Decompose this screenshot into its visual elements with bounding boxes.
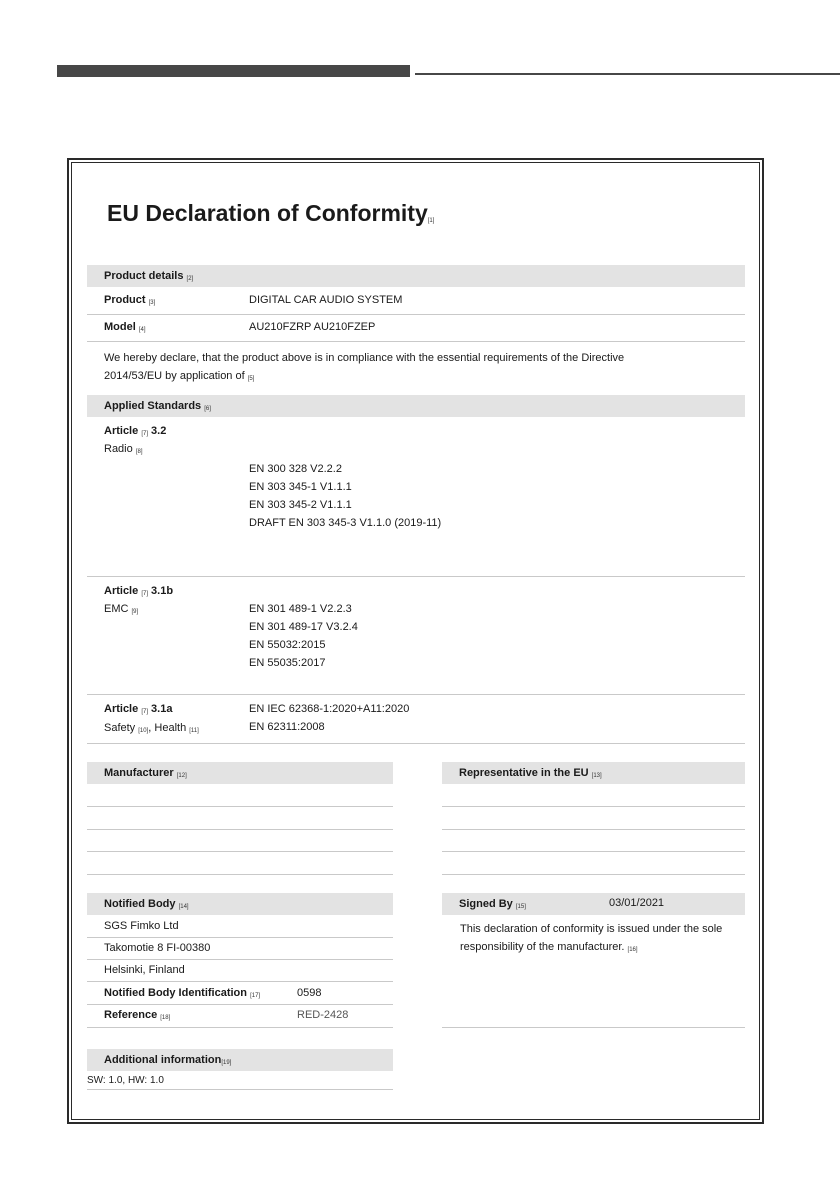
reference-label: Reference [18] [104, 1009, 171, 1021]
signed-statement [460, 920, 745, 958]
model-value: AU210FZRP AU210FZEP [249, 321, 376, 333]
divider [87, 341, 745, 342]
notified-body-heading: Notified Body [14] [104, 898, 189, 910]
header-thin-rule [415, 73, 840, 75]
article-3-2-category: Radio [8] [104, 443, 143, 455]
divider [442, 1027, 745, 1028]
title-text: EU Declaration of Conformity [107, 200, 428, 226]
article-3-1b-category: EMC [9] [104, 603, 139, 615]
applied-standards-band [87, 395, 745, 417]
divider [87, 874, 393, 875]
product-details-band [87, 265, 745, 287]
signed-by-band [442, 893, 745, 915]
standard-item: EN 300 328 V2.2.2 [249, 463, 342, 475]
additional-info-value: SW: 1.0, HW: 1.0 [87, 1075, 164, 1086]
page-title [107, 200, 434, 227]
article-3-1b-standards [249, 603, 358, 675]
article-3-1a-standards [249, 703, 409, 739]
signed-statement-line-2: responsibility of the manufacturer. [16] [460, 941, 638, 953]
declaration-line-1: We hereby declare, that the product above is in compliance with the essential requirements of the Directive [104, 352, 625, 364]
divider [87, 1089, 393, 1090]
notified-body-id-value: 0598 [297, 987, 322, 999]
divider [87, 851, 393, 852]
divider [87, 1004, 393, 1005]
divider [87, 829, 393, 830]
signed-by-label: Signed By [15] [459, 898, 526, 910]
notified-body-name: SGS Fimko Ltd [104, 920, 179, 932]
product-value: DIGITAL CAR AUDIO SYSTEM [249, 294, 403, 306]
applied-standards-heading: Applied Standards [6] [104, 400, 211, 412]
divider [87, 314, 745, 315]
representative-heading: Representative in the EU [13] [459, 767, 602, 779]
manufacturer-band [87, 762, 393, 784]
standard-item: EN 62311:2008 [249, 721, 325, 733]
standard-item: EN 55035:2017 [249, 657, 326, 669]
divider [442, 851, 745, 852]
standard-item: EN 301 489-17 V3.2.4 [249, 621, 358, 633]
article-3-1b-heading: Article [7] 3.1b [104, 585, 174, 597]
header-thick-bar [57, 65, 410, 77]
divider [87, 806, 393, 807]
document-frame-inner [71, 162, 760, 1120]
standard-item: EN 303 345-1 V1.1.1 [249, 481, 352, 493]
notified-body-id-label: Notified Body Identification [17] [104, 987, 261, 999]
standard-item: DRAFT EN 303 345-3 V1.1.0 (2019-11) [249, 517, 442, 529]
reference-value: RED-2428 [297, 1009, 349, 1021]
additional-info-heading: Additional information[19] [104, 1054, 232, 1066]
standard-item: EN 55032:2015 [249, 639, 326, 651]
article-3-2-heading: Article [7] 3.2 [104, 425, 167, 437]
standard-item: EN 301 489-1 V2.2.3 [249, 603, 352, 615]
divider [87, 959, 393, 960]
divider [87, 1027, 393, 1028]
notified-body-address: Takomotie 8 FI-00380 [104, 942, 211, 954]
article-3-1a-heading: Article [7] 3.1a [104, 703, 173, 715]
declaration-line-2: 2014/53/EU by application of [5] [104, 370, 255, 382]
product-label: Product [3] [104, 294, 156, 306]
divider [442, 829, 745, 830]
signed-statement-line-1: This declaration of conformity is issued under the sole [460, 923, 723, 935]
manufacturer-heading: Manufacturer [12] [104, 767, 187, 779]
divider [87, 576, 745, 577]
notified-body-band [87, 893, 393, 915]
declaration-statement [104, 349, 744, 387]
product-details-heading: Product details [2] [104, 270, 194, 282]
signed-date: 03/01/2021 [609, 897, 665, 909]
standard-item: EN 303 345-2 V1.1.1 [249, 499, 352, 511]
standard-item: EN IEC 62368-1:2020+A11:2020 [249, 703, 410, 715]
article-3-1a-category: Safety [10], Health [11] [104, 722, 199, 734]
divider [442, 874, 745, 875]
model-label: Model [4] [104, 321, 146, 333]
divider [87, 937, 393, 938]
title-footnote: [1] [427, 218, 435, 224]
article-3-2-standards [249, 463, 441, 535]
divider [87, 743, 745, 744]
notified-body-city: Helsinki, Finland [104, 964, 185, 976]
divider [87, 981, 393, 982]
divider [442, 806, 745, 807]
divider [87, 694, 745, 695]
representative-band [442, 762, 745, 784]
additional-info-band [87, 1049, 393, 1071]
